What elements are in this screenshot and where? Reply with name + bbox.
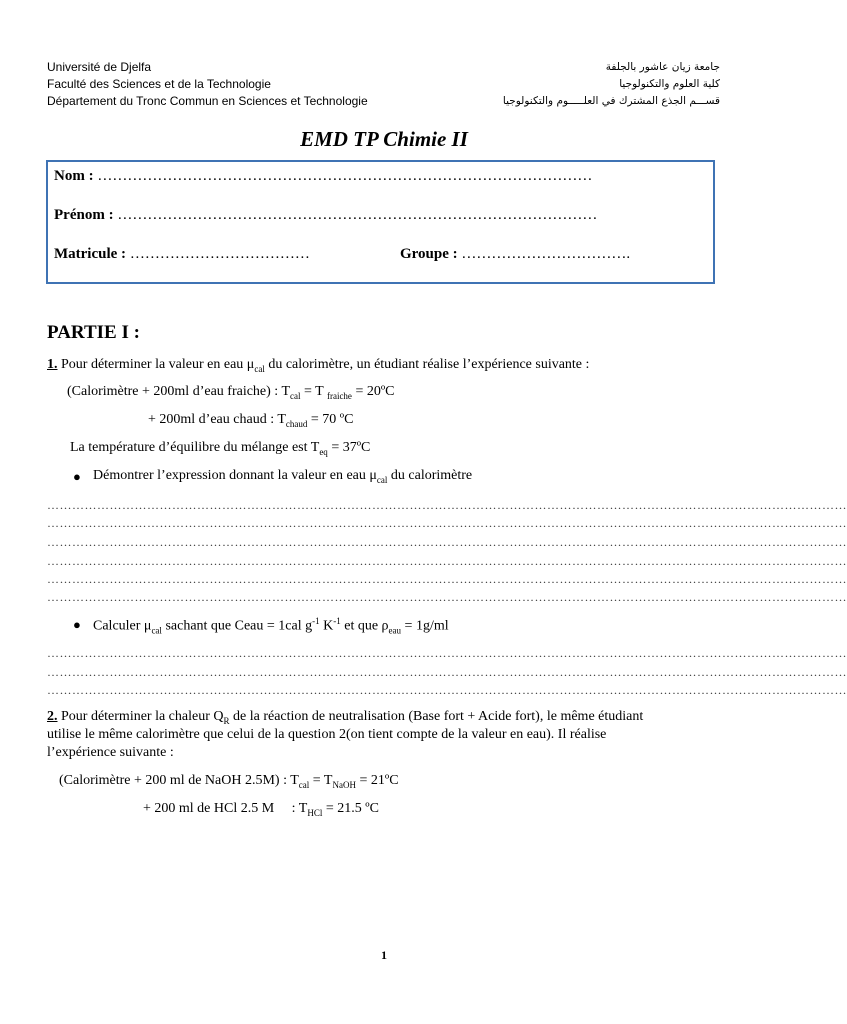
- q1-condition-hot: + 200ml d’eau chaud : $T_{chaud} = 70$ ºC: [148, 412, 354, 429]
- q1-number: 1.: [47, 357, 58, 372]
- university-name: Université de Djelfa: [47, 60, 152, 74]
- q1-task-demonstrate: Démontrer l’expression donnant la valeur en eau $\mu_{cal}$ du calorimètre: [93, 468, 473, 485]
- answer-line[interactable]: …………………………………………………………………………………………………………………………………………………………………………: [47, 498, 847, 512]
- prenom-label: Prénom :: [54, 207, 114, 223]
- q2-intro-line3: l’expérience suivante :: [47, 745, 174, 760]
- matricule-label: Matricule :: [54, 246, 127, 262]
- nom-field[interactable]: Nom : ………………………………………………………………………………………: [54, 168, 593, 184]
- university-name-ar: جامعة زيان عاشور بالجلفة: [605, 61, 720, 73]
- q1-condition-cold: (Calorimètre + 200ml d’eau fraiche) : $T_{cal} = T$ $_{fraiche}$ = 20ºC: [67, 384, 395, 401]
- answer-line[interactable]: …………………………………………………………………………………………………………………………………………………………………………: [47, 665, 847, 679]
- university-header-ar: [503, 59, 720, 110]
- q1-intro: 1. Pour déterminer la valeur en eau $\mu_{cal}$ du calorimètre, un étudiant réalise l’expérience suivante :: [47, 357, 590, 374]
- q1-task-calculate: Calculer $\mu_{cal}$ sachant que Ceau = 1cal $g^{-1}$ $K^{-1}$ et que $\rho_{eau} = 1g/ml$: [93, 616, 449, 636]
- prenom-field[interactable]: Prénom : ……………………………………………………………………………………: [54, 207, 598, 223]
- nom-label: Nom :: [54, 168, 94, 184]
- university-header-fr: [47, 59, 368, 110]
- q2-condition-hcl: + 200 ml de HCl 2.5 M : $T_{HCl} = 21.5$ ºC: [143, 801, 379, 818]
- answer-line[interactable]: …………………………………………………………………………………………………………………………………………………………………………: [47, 572, 847, 586]
- q1-equilibrium: La température d’équilibre du mélange est $T_{eq}$ = 37ºC: [70, 440, 371, 457]
- answer-line[interactable]: …………………………………………………………………………………………………………………………………………………………………………: [47, 554, 847, 568]
- groupe-label: Groupe :: [400, 246, 458, 262]
- answer-line[interactable]: …………………………………………………………………………………………………………………………………………………………………………: [47, 646, 847, 660]
- groupe-field[interactable]: Groupe : …………………………….: [400, 246, 631, 262]
- bullet-icon: ●: [73, 617, 81, 632]
- answer-line[interactable]: …………………………………………………………………………………………………………………………………………………………………………: [47, 683, 847, 697]
- department-name: Département du Tronc Commun en Sciences et Technologie: [47, 94, 368, 108]
- answer-line[interactable]: …………………………………………………………………………………………………………………………………………………………………………: [47, 535, 847, 549]
- faculty-name: Faculté des Sciences et de la Technologie: [47, 77, 271, 91]
- q2-intro-line2: utilise le même calorimètre que celui de la question 2(on tient compte de la valeur en eau). Il réalise: [47, 727, 607, 742]
- matricule-field[interactable]: Matricule : ………………………………: [54, 246, 310, 262]
- answer-line[interactable]: …………………………………………………………………………………………………………………………………………………………………………: [47, 516, 847, 530]
- q2-intro-line1: 2. Pour déterminer la chaleur $Q_R$ de la réaction de neutralisation (Base fort + Acide fort), le même étudiant: [47, 709, 644, 726]
- bullet-icon: ●: [73, 469, 81, 484]
- q2-condition-naoh: (Calorimètre + 200 ml de NaOH 2.5M) : $T_{cal} = T_{NaOH}$ = 21ºC: [59, 773, 399, 790]
- page-number: 1: [381, 948, 387, 962]
- q2-number: 2.: [47, 709, 58, 724]
- faculty-name-ar: كلية العلوم والتكنولوجيا: [619, 78, 720, 90]
- student-id-box: [46, 160, 715, 284]
- exam-title: EMD TP Chimie II: [300, 127, 468, 151]
- part-title: PARTIE I :: [47, 322, 140, 343]
- department-name-ar: قســـم الجذع المشترك في العلـــــوم والتكنولوجيا: [502, 95, 720, 107]
- answer-line[interactable]: …………………………………………………………………………………………………………………………………………………………………………: [47, 590, 847, 604]
